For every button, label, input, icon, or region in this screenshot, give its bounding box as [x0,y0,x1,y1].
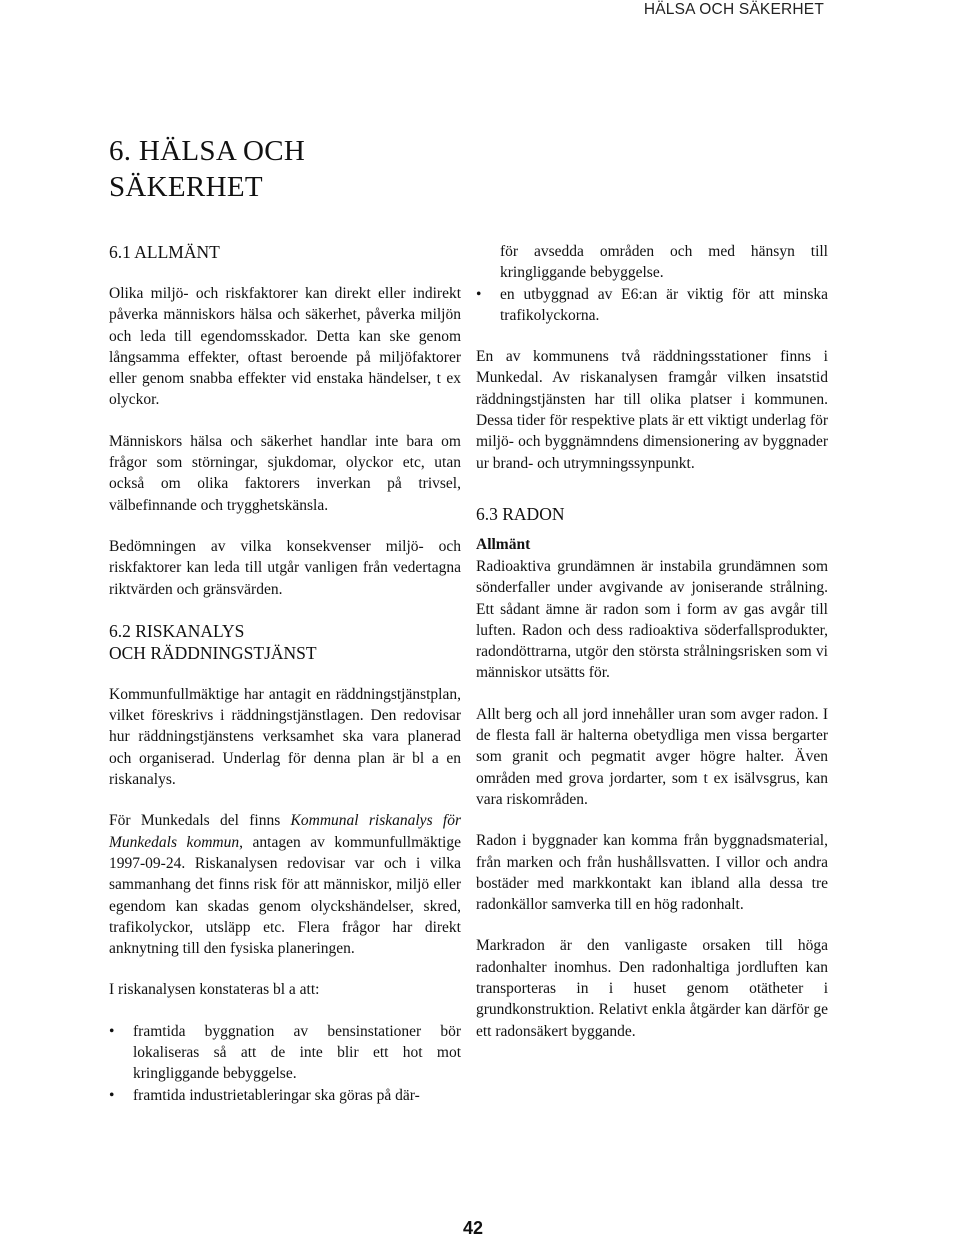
paragraph: Olika miljö- och riskfaktorer kan direkt eller indirekt påverka människors hälsa och säkerhet, påverka miljön och leda till egendomsskador. Detta kan ske genom långsamma effekter, oftast beroende på miljöfaktorer eller genom snabba effekter vid enstaka händelser, t ex olyckor. [109,285,461,409]
chapter-title-line-1: 6. HÄLSA OCH [109,135,306,167]
paragraph: En av kommunens två räddningsstationer finns i Munkedal. Av riskanalysen framgår vilken insatstid räddningstjänsten har till olika platser i kommunen. Dessa tider för respektive plats är ett viktigt underlag för miljö- och byggnämndens dimensionering av byggnader ur brand- och utrymningssynpunkt. [476,348,828,472]
section-6-1-heading: 6.1 ALLMÄNT [109,242,220,262]
list-item: • en utbyggnad av E6:an är viktig för att minska trafikolyckorna. [476,284,828,327]
section-6-3-heading: 6.3 RADON [476,503,565,524]
document-title-reference: Kommunal riskanalys för Munkedals kommun [109,812,461,851]
running-head: HÄLSA OCH SÄKERHET [643,1,824,18]
text-run: För Munkedals del finns [109,812,291,830]
section-6-2-heading-line-2: OCH RÄDDNINGSTJÄNST [109,642,317,663]
chapter-title [109,133,305,205]
paragraph: Allt berg och all jord innehåller uran som avger radon. I de flesta fall är halterna obetydliga men vissa bergarter som granit och pegmatit avger högre halter. Även områden med grova jordarter, som t ex isälvsgrus, kan vara riskområden. [476,705,828,808]
right-column [476,241,828,1042]
paragraph: Bedömningen av vilka konsekvenser miljö- och riskfaktorer kan leda till utgår vanligen från vedertagna riktvärden och gränsvärden. [109,537,461,598]
bullet-list [476,284,828,327]
section-6-2-heading-line-1: 6.2 RISKANALYS [109,620,245,641]
paragraph [109,810,461,959]
paragraph: Radon i byggnader kan komma från byggnadsmaterial, från marken och från hushållsvatten. I villor och andra bostäder med markkontakt kan ibland alla dessa tre radonkällor samverka till en hög radonhalt. [476,832,828,914]
bullet-list [109,1021,461,1106]
paragraph: Markradon är den vanligaste orsaken till höga radonhalter inomhus. Den radonhaltiga jordluften kan transporteras in i huset genom otätheter i grundkonstruktion. Relativt enkla åtgärder kan därför ge ett radonsäkert byggande. [476,937,828,1040]
subsection-heading: Allmänt [476,535,531,553]
list-item: • framtida byggnation av bensinstationer bör lokaliseras så att de inte blir ett hot mot kringliggande bebyggelse. [109,1021,461,1085]
paragraph: Kommunfullmäktige har antagit en räddningstjänstplan, vilket föreskrivs i räddningstjänstlagen. Den redovisar hur räddningstjänstens verksamhet ska vara planerad och organiserad. Underlag för denna plan är bl a en riskanalys. [109,685,461,789]
section-6-2-heading [109,620,461,664]
list-item-continuation: för avsedda områden och med hänsyn till kringliggande bebyggelse. [500,243,828,282]
text-run: , antagen av kommunfullmäktige 1997-09-24. Riskanalysen redovisar var och i vilka sammanhang det finns risk för att människor, miljö eller egendom kan skadas genom olyckshändelser, skred, trafikolyckor, utsläpp etc. Flera frågor har direkt anknytning till den fysiska planeringen. [109,833,461,958]
chapter-title-line-2: SÄKERHET [109,171,263,203]
paragraph: Människors hälsa och säkerhet handlar inte bara om frågor som störningar, sjukdomar, olyckor etc, utan också om olika faktorers inverkan på trivsel, välbefinnande och trygghetskänsla. [109,432,461,514]
paragraph: I riskanalysen konstateras bl a att: [109,981,320,999]
list-item: • framtida industrietableringar ska göras på där- [109,1085,461,1106]
paragraph: Radioaktiva grundämnen är instabila grundämnen som sönderfaller under avgivande av joniserande strålning. Ett sådant ämne är radon som i form av gas avgår till luften. Radon och dess radioaktiva söderfallsprodukter, radondöttrarna, utgör den största strålningsrisken som vi människor utsätts för. [476,557,828,682]
page-number: 42 [462,1218,484,1238]
left-column [109,241,461,1106]
